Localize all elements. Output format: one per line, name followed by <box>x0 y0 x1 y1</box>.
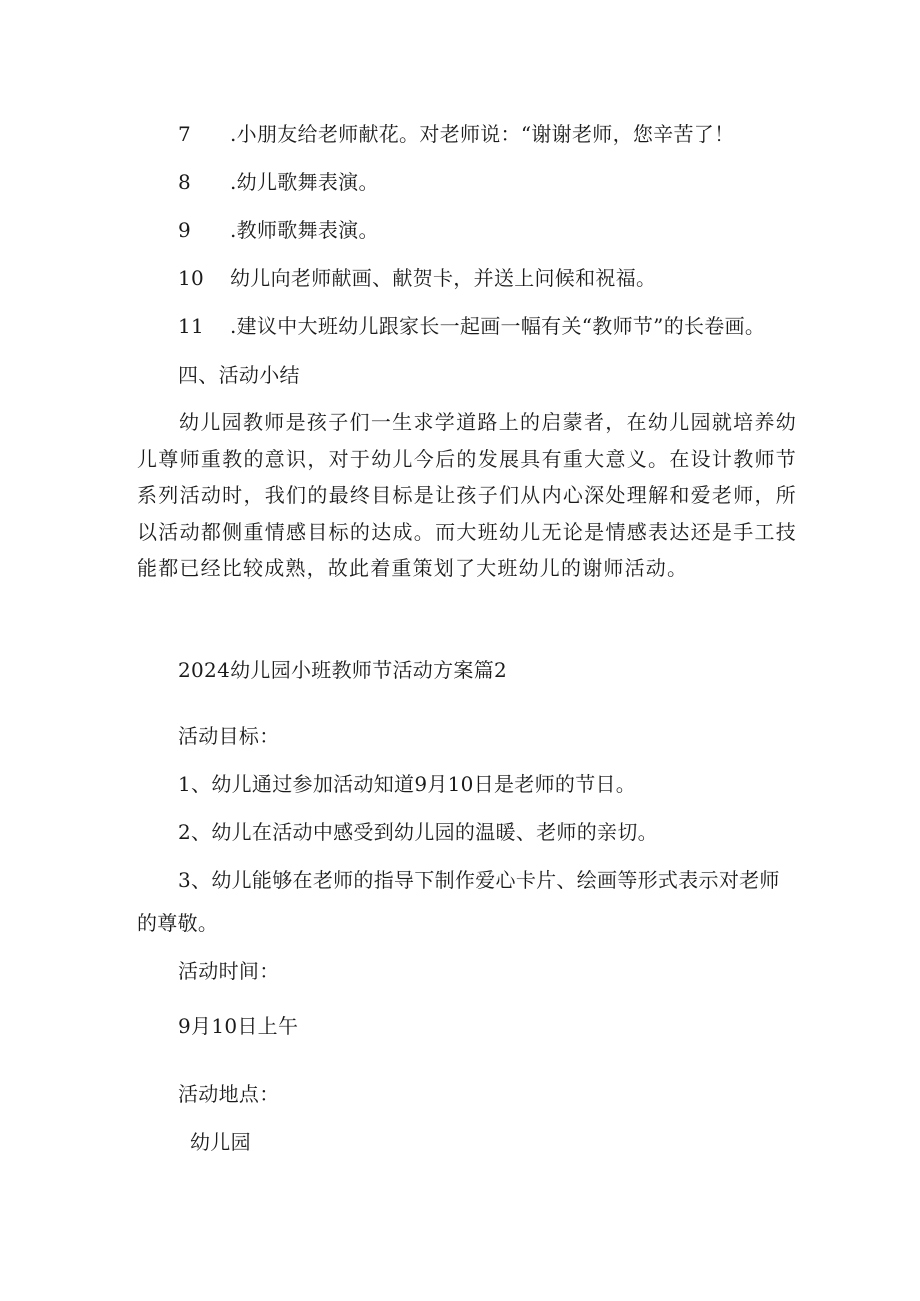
goal-item-3: 3、幼儿能够在老师的指导下制作爱心卡片、绘画等形式表示对老师 <box>178 868 780 892</box>
list-item-text: .建议中大班幼儿跟家长一起画一幅有关“教师节”的长卷画。 <box>230 314 766 338</box>
list-item-10 <box>178 264 656 292</box>
list-item-number: 9 <box>178 218 192 242</box>
plan-title: 2024幼儿园小班教师节活动方案篇2 <box>178 658 508 682</box>
time-heading: 活动时间： <box>178 959 280 983</box>
goal-item-1: 1、幼儿通过参加活动知道9月10日是老师的节日。 <box>178 772 637 796</box>
list-item-text: .幼儿歌舞表演。 <box>230 170 379 194</box>
goal-item-3-continuation: 的尊敬。 <box>137 911 219 935</box>
list-item-text: .小朋友给老师献花。对老师说：“谢谢老师，您辛苦了！ <box>230 122 735 146</box>
list-item-number: 8 <box>178 170 192 194</box>
list-item-8 <box>178 168 379 196</box>
place-value: 幼儿园 <box>190 1130 251 1154</box>
list-item-11 <box>178 312 765 340</box>
summary-paragraph: 幼儿园教师是孩子们一生求学道路上的启蒙者，在幼儿园就培养幼儿尊师重教的意识，对于幼儿今后的发展具有重大意义。在设计教师节系列活动时，我们的最终目标是让孩子们从内心深处理解和爱老师，所以活动都侧重情感目标的达成。而大班幼儿无论是情感表达还是手工技能都已经比较成熟，故此着重策划了大班幼儿的谢师活动。 <box>137 410 797 580</box>
list-item-7 <box>178 120 734 148</box>
list-item-text: 幼儿向老师献画、献贺卡，并送上问候和祝福。 <box>230 266 657 290</box>
place-heading: 活动地点： <box>178 1082 280 1106</box>
list-item-number: 11 <box>178 314 205 338</box>
list-item-number: 7 <box>178 122 192 146</box>
list-item-number: 10 <box>178 266 205 290</box>
time-value: 9月10日上午 <box>178 1014 299 1038</box>
goal-item-2: 2、幼儿在活动中感受到幼儿园的温暖、老师的亲切。 <box>178 820 658 844</box>
list-item-9 <box>178 216 379 244</box>
list-item-text: .教师歌舞表演。 <box>230 218 379 242</box>
section-heading: 四、活动小结 <box>178 363 300 387</box>
goals-heading: 活动目标： <box>178 724 280 748</box>
